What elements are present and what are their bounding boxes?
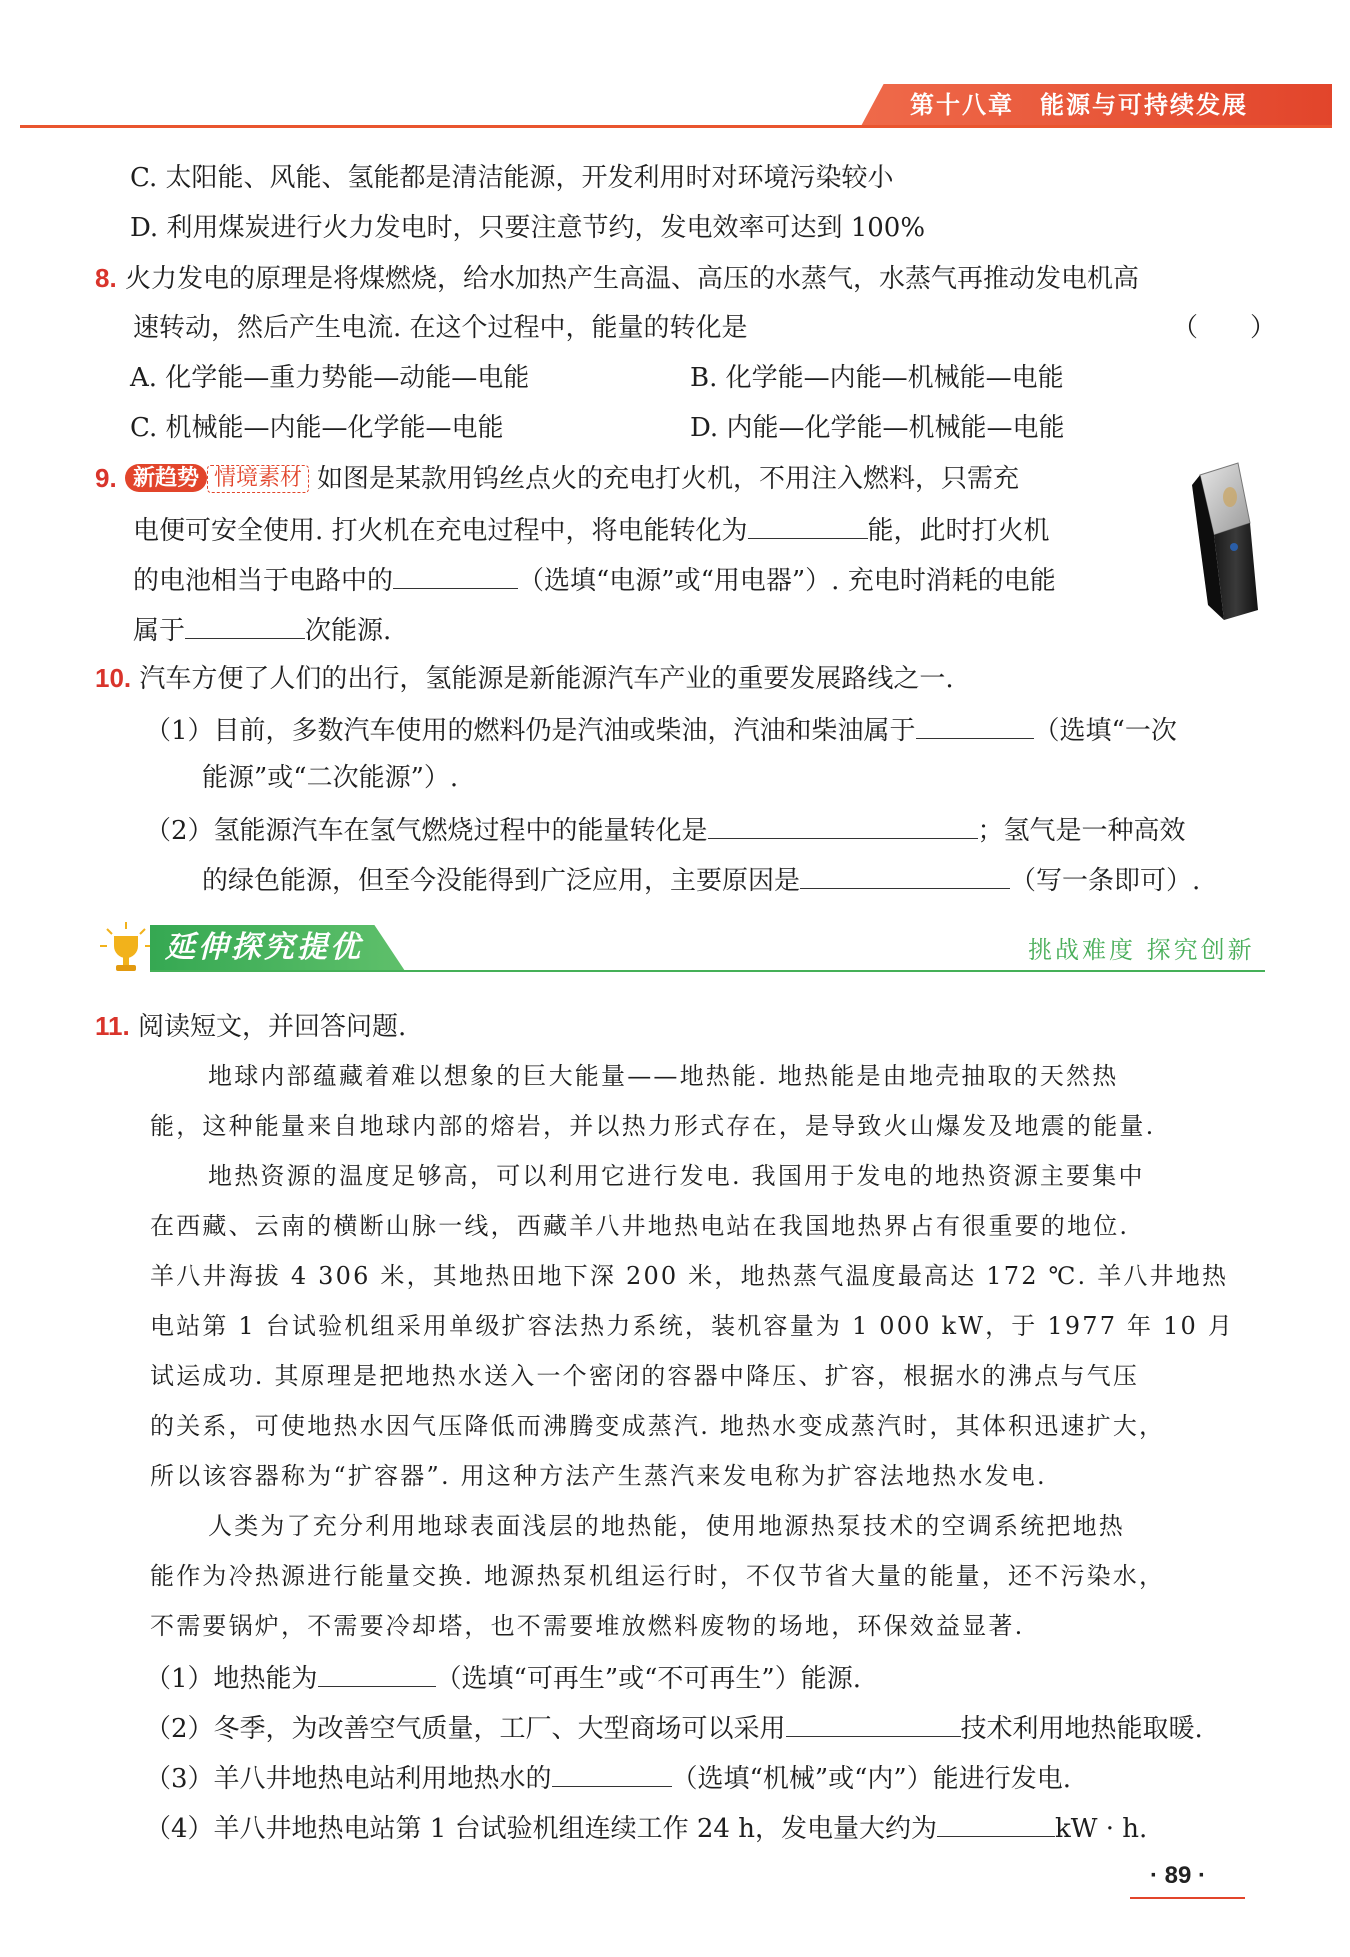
q10-part2-line2 <box>202 862 1200 897</box>
reading-line: 所以该容器称为“扩容器”. 用这种方法产生蒸汽来发电称为扩容法地热水发电. <box>150 1462 1047 1490</box>
q10-part2-line1 <box>145 812 1186 847</box>
q8-option-d: D. 内能—化学能—机械能—电能 <box>690 413 1065 443</box>
reading-line: 人类为了充分利用地球表面浅层的地热能，使用地源热泵技术的空调系统把地热 <box>208 1512 1125 1540</box>
q8-option-c: C. 机械能—内能—化学能—电能 <box>130 413 504 443</box>
q11-blank-2[interactable] <box>786 1710 961 1737</box>
q10-blank-3[interactable] <box>800 862 1010 889</box>
q10-blank-1[interactable] <box>916 712 1034 739</box>
trend-tag: 新趋势 <box>125 464 207 492</box>
reading-line: 在西藏、云南的横断山脉一线，西藏羊八井地热电站在我国地热界占有很重要的地位. <box>150 1212 1130 1240</box>
q9-blank-3[interactable] <box>185 612 305 639</box>
q11-sub1 <box>145 1660 861 1695</box>
q9-text-line2a: 电便可安全使用. 打火机在充电过程中，将电能转化为 <box>133 516 748 546</box>
q8-line1 <box>95 262 1139 295</box>
section-title: 延伸探究提优 <box>165 931 363 964</box>
q10-p2-text-d: （写一条即可）. <box>1010 866 1201 896</box>
q10-stem-line <box>95 662 954 695</box>
q11-blank-3[interactable] <box>552 1760 672 1787</box>
q11-s4-text-a: （4）羊八井地热电站第 1 台试验机组连续工作 24 h，发电量大约为 <box>145 1814 937 1844</box>
q11-s1-text-b: （选填“可再生”或“不可再生”）能源. <box>435 1664 861 1694</box>
q11-number: 11. <box>95 1011 130 1041</box>
reading-line: 羊八井海拔 4 306 米，其地热田地下深 200 米，地热蒸气温度最高达 172 ℃. 羊八井地热 <box>150 1262 1229 1290</box>
q9-text-line3a: 的电池相当于电路中的 <box>133 566 394 596</box>
reading-line: 的关系，可使地热水因气压降低而沸腾变成蒸汽. 地热水变成蒸汽时，其体积迅速扩大， <box>150 1412 1166 1440</box>
q8-option-a: A. 化学能—重力势能—动能—电能 <box>130 363 530 393</box>
q8-answer-bracket[interactable]: （ ） <box>1172 313 1277 343</box>
q9-text-line3b: （选填“电源”或“用电器”）. 充电时消耗的电能 <box>518 566 1056 596</box>
q11-s3-text-b: （选填“机械”或“内”）能进行发电. <box>671 1764 1071 1794</box>
q10-part1-line1 <box>145 712 1177 747</box>
q8-number: 8. <box>95 263 117 293</box>
q11-s2-text-a: （2）冬季，为改善空气质量，工厂、大型商场可以采用 <box>145 1714 786 1744</box>
q11-blank-1[interactable] <box>318 1660 436 1687</box>
section-subtitle: 挑战难度 探究创新 <box>1028 936 1255 964</box>
q8-text-line1: 火力发电的原理是将煤燃烧，给水加热产生高温、高压的水蒸气，水蒸气再推动发电机高 <box>124 264 1139 294</box>
q10-number: 10. <box>95 663 132 693</box>
section-rule <box>150 970 1265 972</box>
q10-blank-2[interactable] <box>708 812 978 839</box>
q9-line4 <box>133 612 391 647</box>
q9-line3 <box>133 562 1056 597</box>
reading-line: 试运成功. 其原理是把地热水送入一个密闭的容器中降压、扩容，根据水的沸点与气压 <box>150 1362 1140 1390</box>
q11-s1-text-a: （1）地热能为 <box>145 1664 318 1694</box>
q8-option-b: B. 化学能—内能—机械能—电能 <box>690 363 1064 393</box>
q10-p2-text-b: ；氢气是一种高效 <box>977 816 1186 846</box>
chapter-header <box>910 88 1248 124</box>
q9-blank-2[interactable] <box>393 562 518 589</box>
q11-blank-4[interactable] <box>937 1810 1055 1837</box>
q10-p2-text-c: 的绿色能源，但至今没能得到广泛应用，主要原因是 <box>202 866 801 896</box>
q11-s4-text-b: kW · h. <box>1054 1814 1148 1844</box>
q10-p1-text-b: （选填“一次 <box>1033 716 1177 746</box>
q11-sub3 <box>145 1760 1071 1795</box>
q9-blank-1[interactable] <box>748 512 868 539</box>
q9-text-line2b: 能，此时打火机 <box>867 516 1050 546</box>
chapter-title: 能源与可持续发展 <box>1040 92 1249 119</box>
trophy-icon <box>98 920 154 976</box>
page-number-rule <box>1130 1897 1245 1899</box>
page-number: · 89 · <box>1150 1862 1207 1889</box>
reading-line: 不需要锅炉，不需要冷却塔，也不需要堆放燃料废物的场地，环保效益显著. <box>150 1612 1025 1640</box>
q11-sub4 <box>145 1810 1147 1845</box>
reading-line: 能作为冷热源进行能量交换. 地源热泵机组运行时，不仅节省大量的能量，还不污染水， <box>150 1562 1166 1590</box>
q10-part1-line2: 能源”或“二次能源”）. <box>202 763 459 793</box>
q11-stem-line <box>95 1010 406 1043</box>
q10-p2-text-a: （2）氢能源汽车在氢气燃烧过程中的能量转化是 <box>145 816 708 846</box>
q7-option-d: D. 利用煤炭进行火力发电时，只要注意节约，发电效率可达到 100% <box>130 213 926 243</box>
q7-option-c: C. 太阳能、风能、氢能都是清洁能源，开发利用时对环境污染较小 <box>130 163 894 193</box>
q9-line1 <box>95 462 1019 495</box>
scenario-tag: 情境素材 <box>207 465 309 493</box>
reading-line: 能，这种能量来自地球内部的熔岩，并以热力形式存在，是导致火山爆发及地震的能量. <box>150 1112 1156 1140</box>
q10-stem: 汽车方便了人们的出行，氢能源是新能源汽车产业的重要发展路线之一. <box>139 664 954 694</box>
lighter-image <box>1180 455 1280 625</box>
q11-stem: 阅读短文，并回答问题. <box>137 1012 407 1042</box>
chapter-number: 第十八章 <box>910 92 1014 119</box>
reading-line: 地球内部蕴藏着难以想象的巨大能量——地热能. 地热能是由地壳抽取的天然热 <box>208 1062 1119 1090</box>
q11-s3-text-a: （3）羊八井地热电站利用地热水的 <box>145 1764 552 1794</box>
reading-line: 电站第 1 台试验机组采用单级扩容法热力系统，装机容量为 1 000 kW，于 1977 年 10 月 <box>150 1312 1235 1340</box>
q8-text-line2: 速转动，然后产生电流. 在这个过程中，能量的转化是 <box>133 313 748 343</box>
q9-text-line4b: 次能源. <box>305 616 392 646</box>
q10-p1-text-a: （1）目前，多数汽车使用的燃料仍是汽油或柴油，汽油和柴油属于 <box>145 716 916 746</box>
q9-line2 <box>133 512 1050 547</box>
q9-text-line4a: 属于 <box>133 616 186 646</box>
q11-s2-text-b: 技术利用地热能取暖. <box>960 1714 1203 1744</box>
reading-line: 地热资源的温度足够高，可以利用它进行发电. 我国用于发电的地热资源主要集中 <box>208 1162 1145 1190</box>
q9-number: 9. <box>95 463 117 493</box>
q9-text-line1: 如图是某款用钨丝点火的充电打火机，不用注入燃料，只需充 <box>316 464 1019 494</box>
q11-sub2 <box>145 1710 1203 1745</box>
header-rule <box>20 125 1332 128</box>
